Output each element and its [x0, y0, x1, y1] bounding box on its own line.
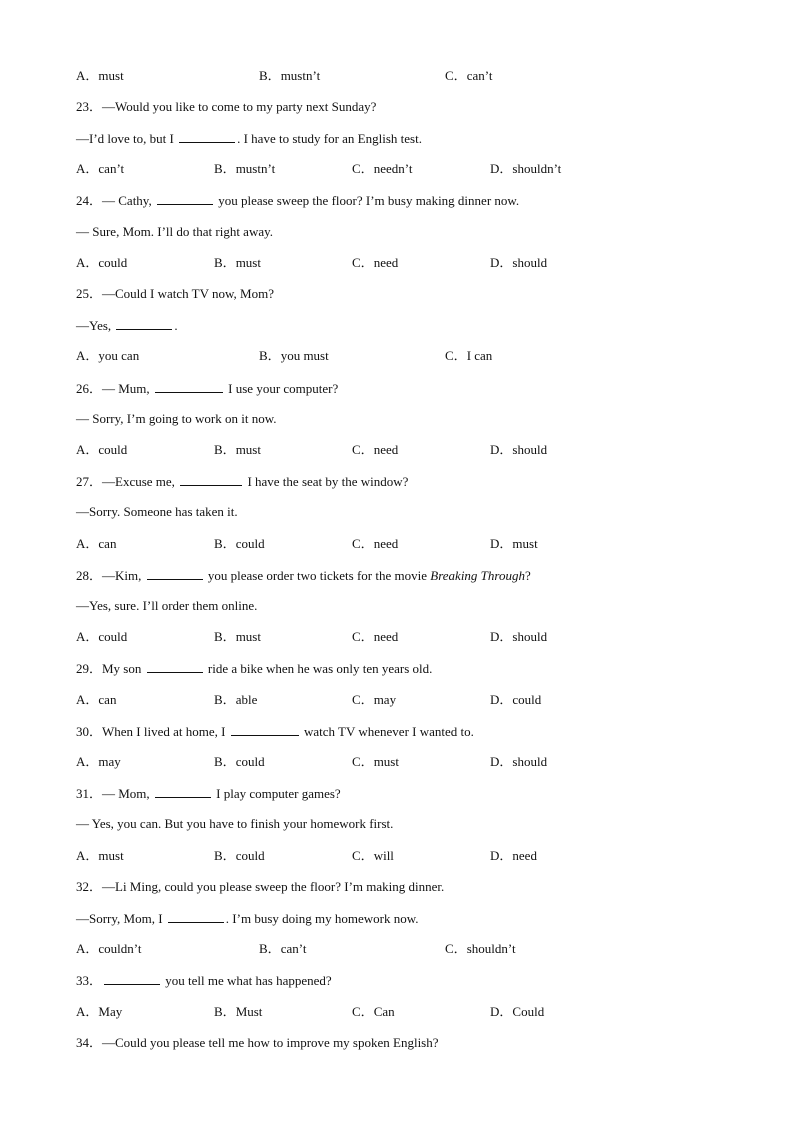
question-25-reply: —Yes, . [76, 318, 178, 333]
option-d: D．should [490, 629, 548, 644]
option-d: D．need [490, 848, 537, 863]
question-32-reply: —Sorry, Mom, I . I’m busy doing my homework now. [76, 911, 419, 926]
question-31-prompt: 31．— Mom, I play computer games? [76, 786, 341, 801]
answer-blank [155, 785, 211, 798]
option-a: A．could [76, 442, 128, 457]
option-a: A．you can [76, 348, 140, 363]
question-33-prompt: 33． you tell me what has happened? [76, 973, 332, 988]
question-26-reply: — Sorry, I’m going to work on it now. [76, 411, 277, 426]
option-a: A．could [76, 629, 128, 644]
option-a: A．may [76, 754, 121, 769]
question-28-reply: —Yes, sure. I’ll order them online. [76, 598, 258, 613]
movie-title: Breaking Through [430, 568, 525, 583]
option-a: A．May [76, 1004, 123, 1019]
option-a: A．can’t [76, 161, 125, 176]
option-a: A．can [76, 692, 117, 707]
answer-blank [147, 567, 203, 580]
answer-blank [147, 660, 203, 673]
answer-blank [116, 317, 172, 330]
option-d: D．Could [490, 1004, 545, 1019]
option-b: B．mustn’t [214, 161, 276, 176]
question-27-prompt: 27．—Excuse me, I have the seat by the window? [76, 474, 409, 489]
option-c: C．needn’t [352, 161, 413, 176]
question-24-reply: — Sure, Mom. I’ll do that right away. [76, 224, 274, 239]
option-c: C．Can [352, 1004, 395, 1019]
option-d: D．shouldn’t [490, 161, 562, 176]
answer-blank [155, 380, 223, 393]
option-d: D．should [490, 442, 548, 457]
question-23-reply: —I’d love to, but I . I have to study for an English test. [76, 131, 422, 146]
option-b: B．Must [214, 1004, 263, 1019]
question-23-prompt: 23．—Would you like to come to my party next Sunday? [76, 99, 377, 114]
answer-blank [157, 192, 213, 205]
option-c: C．can’t [445, 68, 493, 83]
option-b: B．you must [259, 348, 329, 363]
question-32-prompt: 32．—Li Ming, could you please sweep the floor? I’m making dinner. [76, 879, 445, 894]
answer-blank [179, 130, 235, 143]
option-b: B．must [214, 629, 261, 644]
option-b: B．could [214, 848, 265, 863]
answer-blank [104, 972, 160, 985]
question-24-prompt: 24．— Cathy, you please sweep the floor? I’m busy making dinner now. [76, 193, 520, 208]
answer-blank [180, 473, 242, 486]
option-c: C．need [352, 442, 399, 457]
question-28-prompt: 28．—Kim, you please order two tickets for the movie Breaking Through? [76, 568, 531, 583]
option-c: C．must [352, 754, 399, 769]
option-b: B．could [214, 536, 265, 551]
option-a: A．can [76, 536, 117, 551]
option-a: A．must [76, 68, 124, 83]
option-c: C．shouldn’t [445, 941, 516, 956]
option-c: C．will [352, 848, 394, 863]
option-b: B．could [214, 754, 265, 769]
option-c: C．may [352, 692, 397, 707]
question-25-prompt: 25．—Could I watch TV now, Mom? [76, 286, 274, 301]
question-27-reply: —Sorry. Someone has taken it. [76, 504, 238, 519]
option-b: B．must [214, 255, 261, 270]
option-b: B．mustn’t [259, 68, 321, 83]
option-b: B．can’t [259, 941, 307, 956]
answer-blank [168, 910, 224, 923]
question-34-prompt: 34．—Could you please tell me how to improve my spoken English? [76, 1035, 439, 1050]
option-d: D．must [490, 536, 538, 551]
question-29-prompt: 29．My son ride a bike when he was only ten years old. [76, 661, 433, 676]
option-d: D．should [490, 255, 548, 270]
answer-blank [231, 723, 299, 736]
option-d: D．could [490, 692, 542, 707]
option-c: C．need [352, 629, 399, 644]
option-a: A．couldn’t [76, 941, 142, 956]
option-a: A．could [76, 255, 128, 270]
option-c: C．need [352, 255, 399, 270]
option-c: C．need [352, 536, 399, 551]
option-b: B．able [214, 692, 258, 707]
question-26-prompt: 26．— Mum, I use your computer? [76, 381, 339, 396]
question-31-reply: — Yes, you can. But you have to finish your homework first. [76, 816, 394, 831]
option-c: C．I can [445, 348, 493, 363]
option-d: D．should [490, 754, 548, 769]
question-30-prompt: 30．When I lived at home, I watch TV whenever I wanted to. [76, 724, 474, 739]
option-a: A．must [76, 848, 124, 863]
option-b: B．must [214, 442, 261, 457]
